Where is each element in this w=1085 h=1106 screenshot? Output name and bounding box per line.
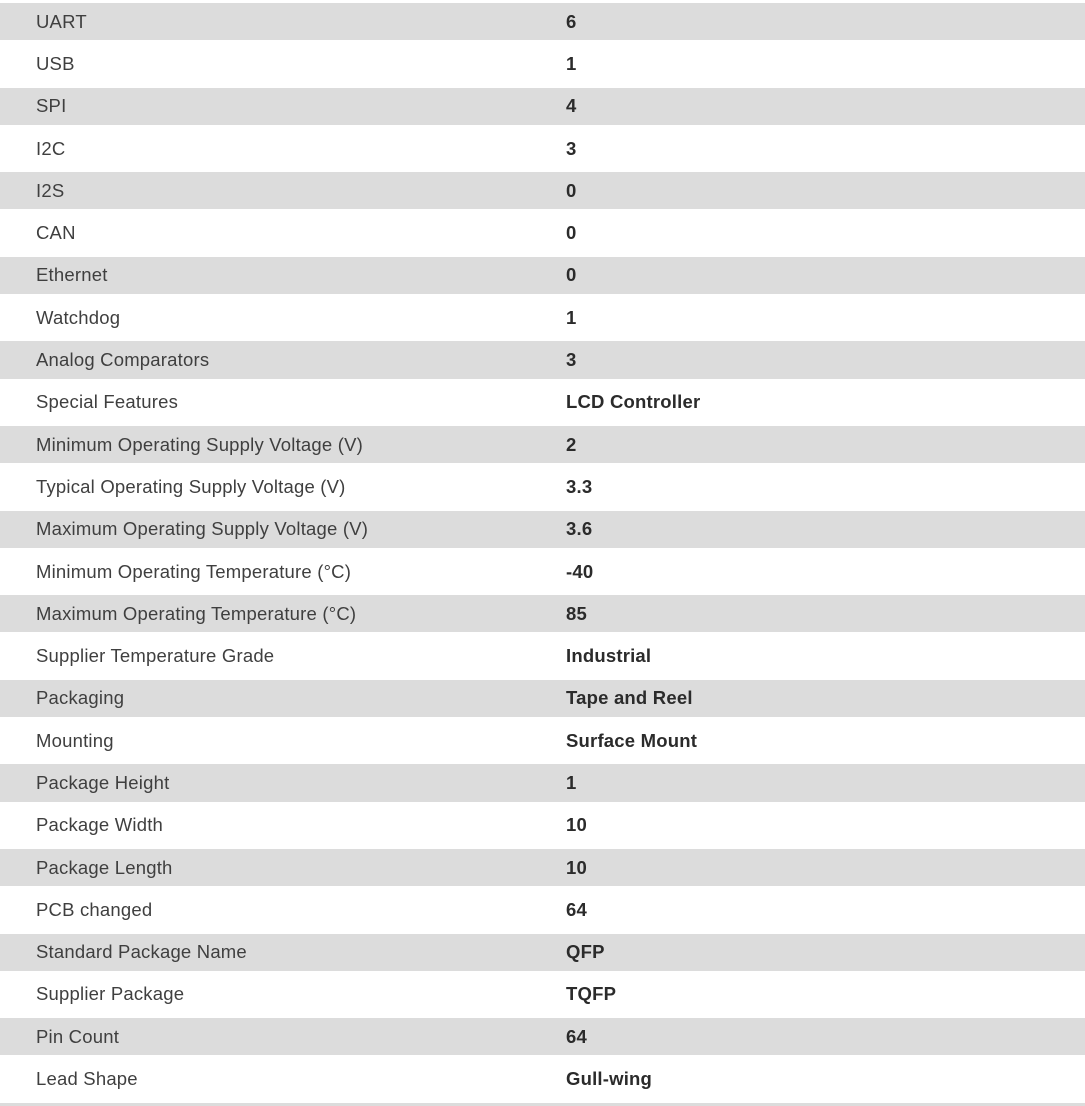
attribute-label: CAN [36, 222, 76, 244]
attribute-value: 85 [566, 602, 587, 624]
attribute-label: Special Features [36, 391, 179, 413]
table-row-partial [0, 1103, 1085, 1106]
table-row [0, 257, 1085, 299]
table-row [0, 807, 1085, 849]
table-row [0, 511, 1085, 553]
table-row [0, 88, 1085, 130]
table-row [0, 3, 1085, 45]
attribute-value: 1 [566, 306, 577, 328]
table-row [0, 553, 1085, 595]
table-row [0, 130, 1085, 172]
attribute-value: Tape and Reel [566, 687, 693, 709]
attribute-label: Standard Package Name [36, 941, 247, 963]
table-row [0, 722, 1085, 764]
attribute-value: 6 [566, 10, 577, 32]
attribute-value: 0 [566, 222, 577, 244]
attribute-value: 10 [566, 856, 587, 878]
attribute-label: Maximum Operating Temperature (°C) [36, 602, 357, 624]
attribute-label: Mounting [36, 729, 114, 751]
attribute-label: Minimum Operating Supply Voltage (V) [36, 433, 363, 455]
attribute-label: Watchdog [36, 306, 121, 328]
attribute-label: PCB changed [36, 898, 153, 920]
attribute-value: 4 [566, 95, 577, 117]
attribute-label: USB [36, 52, 75, 74]
attribute-value: 1 [566, 771, 577, 793]
attribute-label: Packaging [36, 687, 125, 709]
attribute-label: Typical Operating Supply Voltage (V) [36, 475, 346, 497]
table-row [0, 384, 1085, 426]
attribute-value: Gull-wing [566, 1068, 653, 1090]
attribute-value: 0 [566, 264, 577, 286]
attribute-value: LCD Controller [566, 391, 701, 413]
attribute-label: Maximum Operating Supply Voltage (V) [36, 518, 369, 540]
table-row [0, 637, 1085, 679]
attribute-label: I2S [36, 179, 65, 201]
attribute-value: Surface Mount [566, 729, 698, 751]
attribute-value: 64 [566, 898, 587, 920]
table-row [0, 214, 1085, 256]
attribute-value: -40 [566, 560, 594, 582]
table-row [0, 764, 1085, 806]
attribute-value: 1 [566, 52, 577, 74]
attribute-label: Package Height [36, 771, 170, 793]
table-row [0, 1060, 1085, 1102]
attribute-label: Minimum Operating Temperature (°C) [36, 560, 352, 582]
attribute-label: UART [36, 10, 87, 32]
attribute-label: Package Width [36, 814, 164, 836]
table-row [0, 934, 1085, 976]
table-row [0, 172, 1085, 214]
attribute-label: I2C [36, 137, 66, 159]
attribute-label: Supplier Temperature Grade [36, 645, 275, 667]
table-row [0, 45, 1085, 87]
attribute-value: 3 [566, 137, 577, 159]
attribute-label: Supplier Package [36, 983, 185, 1005]
attribute-label: Pin Count [36, 1025, 120, 1047]
attribute-label: Ethernet [36, 264, 108, 286]
attribute-value: 3.3 [566, 475, 593, 497]
attribute-value: TQFP [566, 983, 617, 1005]
table-row [0, 680, 1085, 722]
attribute-value: 0 [566, 179, 577, 201]
attribute-value: 10 [566, 814, 587, 836]
table-row [0, 468, 1085, 510]
attribute-value: Industrial [566, 645, 652, 667]
attribute-value: 3 [566, 349, 577, 371]
table-row [0, 595, 1085, 637]
attribute-value: 2 [566, 433, 577, 455]
attribute-value: QFP [566, 941, 605, 963]
attribute-label: SPI [36, 95, 67, 117]
attribute-label: Lead Shape [36, 1068, 138, 1090]
table-row [0, 1018, 1085, 1060]
attribute-label: Analog Comparators [36, 349, 210, 371]
table-row [0, 341, 1085, 383]
attribute-label: Package Length [36, 856, 173, 878]
attribute-value: 3.6 [566, 518, 593, 540]
table-row [0, 891, 1085, 933]
table-row [0, 426, 1085, 468]
table-row [0, 299, 1085, 341]
table-row [0, 849, 1085, 891]
table-row [0, 976, 1085, 1018]
attribute-value: 64 [566, 1025, 587, 1047]
